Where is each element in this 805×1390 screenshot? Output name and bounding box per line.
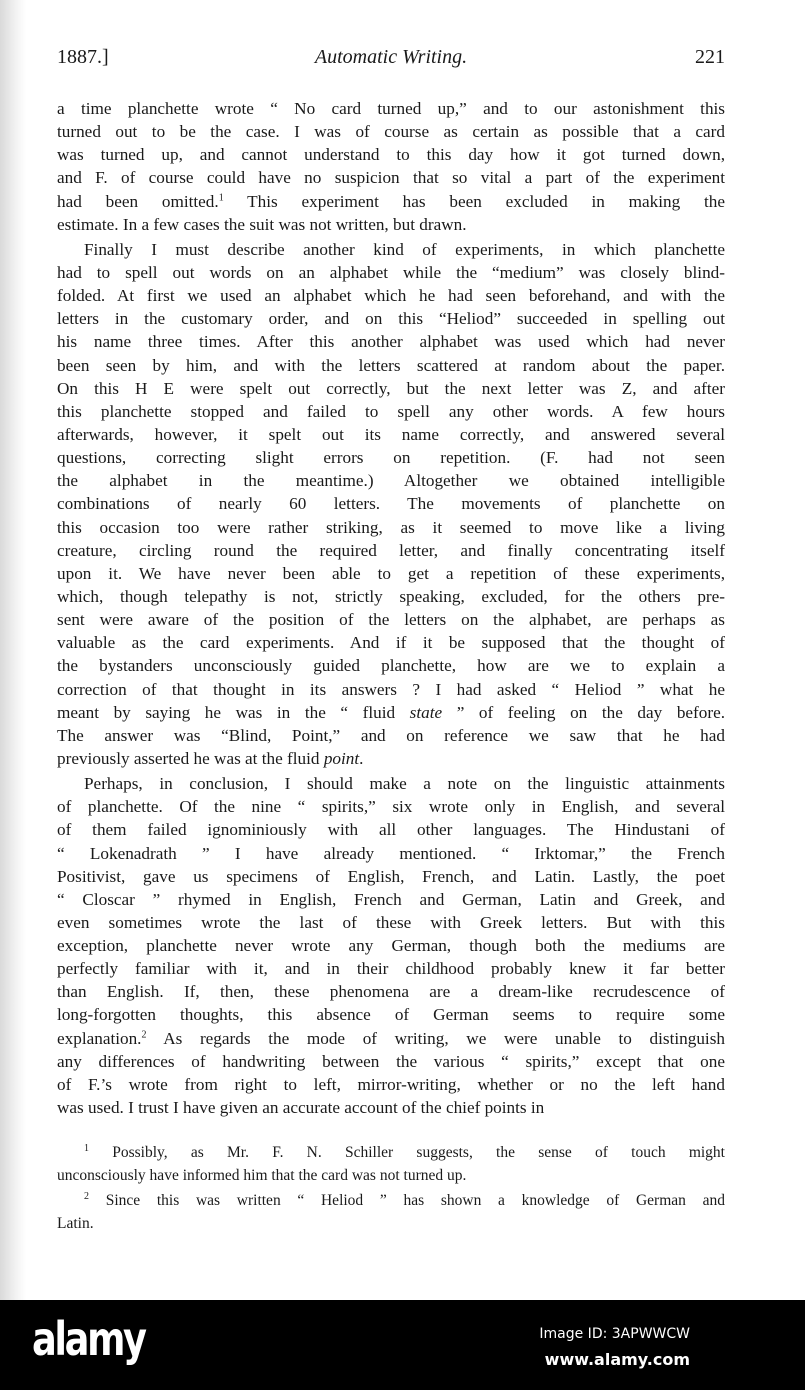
text-line: questions, correcting slight errors on repetition. (F. had not seen — [57, 448, 725, 468]
text-line — [57, 747, 725, 770]
paragraph-gap — [57, 1119, 725, 1121]
text-line — [57, 1189, 725, 1212]
page-number: 221 — [695, 46, 725, 68]
text-line: this planchette stopped and failed to spell any other words. A few hours — [57, 401, 725, 421]
text-line: Positivist, gave us specimens of English, French, and Latin. Lastly, the poet — [57, 866, 725, 886]
text-line: unconsciously have informed him that the card was not turned up. — [57, 1167, 467, 1184]
italic-word: state — [409, 702, 443, 722]
text-line: correction of that thought in its answers ? I had asked “ Heliod ” what he — [57, 679, 725, 699]
text-line: this occasion too were rather striking, as it seemed to move like a living — [57, 517, 725, 537]
footnote-marker: 1 — [218, 191, 224, 203]
alamy-logo: alamy — [32, 1312, 145, 1366]
text-line: any differences of handwriting between the various “ spirits,” except that one — [57, 1051, 725, 1071]
page-edge-shadow — [0, 0, 26, 1300]
text-line: “ Lokenadrath ” I have already mentioned. “ Irktomar,” the French — [57, 843, 725, 863]
footnote-gap — [57, 1235, 725, 1237]
text-line: On this H E were spelt out correctly, but the next letter was Z, and after — [57, 378, 725, 398]
footnote-marker: 1 — [84, 1142, 89, 1154]
text-line: estimate. In a few cases the suit was not written, but drawn. — [57, 214, 467, 234]
text-line: even sometimes wrote the last of these with Greek letters. But with this — [57, 912, 725, 932]
paragraph — [57, 772, 725, 1119]
text-line: afterwards, however, it spelt out its name correctly, and answered several — [57, 424, 725, 444]
footnote — [57, 1189, 725, 1235]
text-line: Finally I must describe another kind of experiments, in which planchette — [84, 239, 725, 259]
text-line — [57, 1141, 725, 1164]
running-header — [57, 46, 725, 74]
text-line: the bystanders unconsciously guided planchette, how are we to explain a — [57, 656, 725, 676]
text-line: was used. I trust I have given an accurate account of the chief points in — [57, 1098, 545, 1118]
text-line: creature, circling round the required letter, and finally concentrating itself — [57, 540, 725, 560]
text-line — [57, 701, 725, 724]
italic-word: point — [323, 748, 360, 768]
text-line: perfectly familiar with it, and in their childhood probably knew it far better — [57, 959, 725, 979]
footnote — [57, 1141, 725, 1187]
text-line: The answer was “Blind, Point,” and on reference we saw that he had — [57, 725, 725, 745]
footnotes — [57, 1141, 725, 1237]
text-line: sent were aware of the position of the letters on the alphabet, are perhaps as — [57, 610, 725, 630]
text-line: letters in the customary order, and on this “Heliod” succeeded in spelling out — [57, 309, 725, 329]
image-id: Image ID: 3APWWCW — [539, 1326, 690, 1342]
text-line: “ Closcar ” rhymed in English, French and German, Latin and Greek, and — [57, 889, 725, 909]
text-segment: had been omitted. — [57, 191, 219, 211]
text-line: Perhaps, in conclusion, I should make a note on the linguistic attainments — [84, 774, 725, 794]
text-line: long-forgotten thoughts, this absence of German seems to require some — [57, 1005, 725, 1025]
text-line: than English. If, then, these phenomena are a dream-like recrudescence of — [57, 982, 725, 1002]
text-segment: explanation. — [57, 1028, 142, 1048]
text-segment: This experiment has been excluded in making the — [223, 191, 725, 211]
text-line: exception, planchette never wrote any German, though both the mediums are — [57, 936, 725, 956]
text-line — [57, 190, 725, 213]
paragraph — [57, 238, 725, 770]
text-line — [57, 1027, 725, 1050]
watermark-bar — [0, 1300, 805, 1390]
footnote-marker: 2 — [84, 1190, 89, 1202]
text-segment: previously asserted he was at the fluid — [57, 748, 324, 768]
header-year: 1887.] — [57, 46, 109, 68]
website-url: www.alamy.com — [544, 1350, 690, 1369]
text-line: his name three times. After this another alphabet was used which had never — [57, 332, 725, 352]
text-line: Latin. — [57, 1215, 94, 1232]
text-segment: . — [359, 748, 364, 768]
text-line: turned out to be the case. I was of course as certain as possible that a card — [57, 122, 725, 142]
text-line: been seen by him, and with the letters scattered at random about the paper. — [57, 355, 725, 375]
text-segment: Since this was written “ Heliod ” has shown a knowledge of German and — [89, 1192, 725, 1209]
footnote-marker: 2 — [141, 1028, 147, 1040]
body-text — [57, 97, 725, 1121]
text-line: combinations of nearly 60 letters. The movements of planchette on — [57, 494, 725, 514]
text-line: upon it. We have never been able to get a repetition of these experiments, — [57, 563, 725, 583]
text-line: a time planchette wrote “ No card turned up,” and to our astonishment this — [57, 99, 725, 118]
paragraph — [57, 97, 725, 236]
text-line: and F. of course could have no suspicion that so vital a part of the experiment — [57, 168, 725, 188]
text-line: the alphabet in the meantime.) Altogether we obtained intelligible — [57, 471, 725, 491]
text-line: of planchette. Of the nine “ spirits,” six wrote only in English, and several — [57, 797, 725, 817]
text-segment: meant by saying he was in the “ fluid — [57, 702, 410, 722]
header-title: Automatic Writing. — [314, 46, 468, 68]
text-line: valuable as the card experiments. And if it be supposed that the thought of — [57, 633, 725, 653]
text-line: had to spell out words on an alphabet while the “medium” was closely blind- — [57, 262, 725, 282]
text-line: folded. At first we used an alphabet which he had seen beforehand, and with the — [57, 286, 725, 306]
text-line: which, though telepathy is not, strictly speaking, excluded, for the others pre- — [57, 586, 725, 606]
text-line: of F.’s wrote from right to left, mirror-writing, whether or no the left hand — [57, 1074, 725, 1094]
text-segment: ” of feeling on the day before. — [442, 702, 725, 722]
text-segment: As regards the mode of writing, we were unable to distinguish — [146, 1028, 725, 1048]
text-line: of them failed ignominiously with all other languages. The Hindustani of — [57, 820, 725, 840]
text-line: was turned up, and cannot understand to this day how it got turned down, — [57, 145, 725, 165]
text-segment: Possibly, as Mr. F. N. Schiller suggests, the sense of touch might — [89, 1144, 725, 1161]
